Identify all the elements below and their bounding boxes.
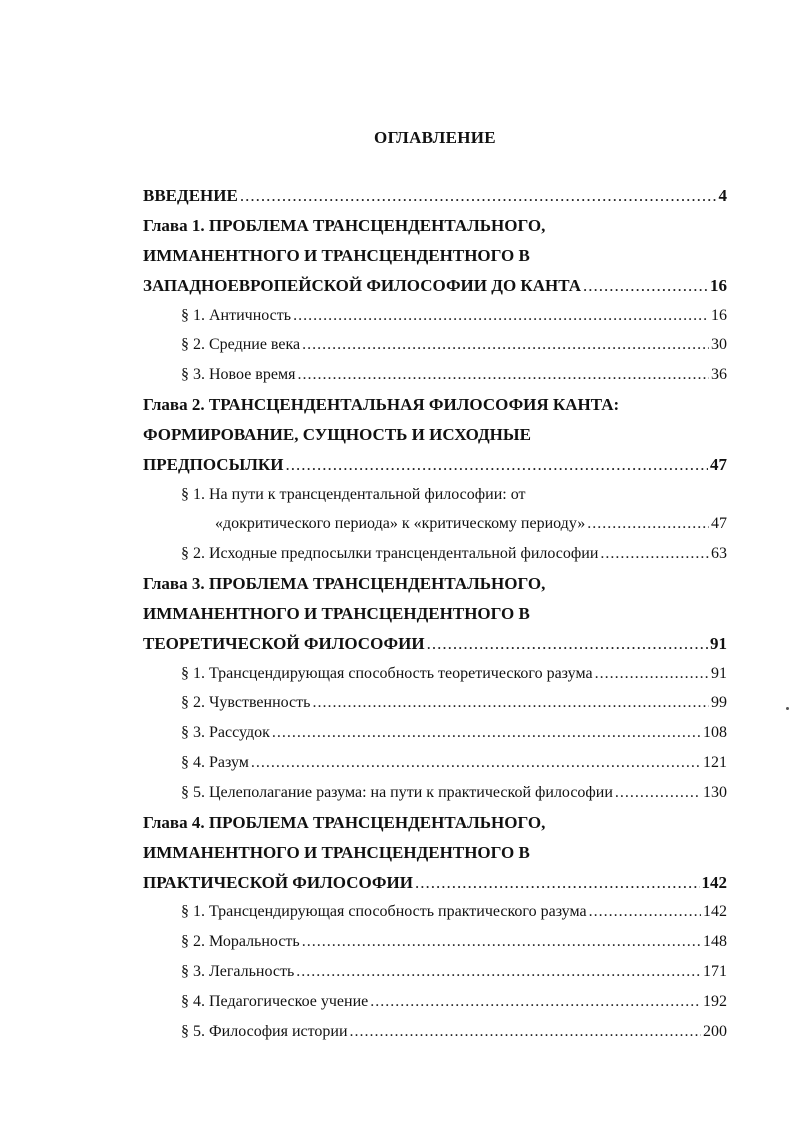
- toc-chapter-line: [143, 573, 727, 595]
- dot-leader: [589, 901, 701, 923]
- toc-chapter-line: [143, 394, 727, 416]
- toc-section-line: [181, 692, 727, 714]
- toc-chapter-line: [143, 245, 727, 267]
- toc-chapter-line: [143, 872, 727, 894]
- toc-entry-text: § 3. Новое время: [181, 366, 296, 383]
- toc-chapter-line: [143, 215, 727, 237]
- toc-chapter-line: [143, 812, 727, 834]
- dot-leader: [427, 633, 708, 655]
- toc-chapter-line: [143, 454, 727, 476]
- toc-page-number: 47: [711, 515, 727, 532]
- toc-section-line: [181, 364, 727, 386]
- toc-page-number: 91: [711, 665, 727, 682]
- page-title: ОГЛАВЛЕНИЕ: [374, 128, 496, 147]
- toc-entry-text: § 1. На пути к трансцендентальной философии: от: [181, 486, 526, 503]
- toc-chapter-line: [143, 633, 727, 655]
- dot-leader: [370, 991, 701, 1013]
- toc-entry-text: ИММАНЕНТНОГО И ТРАНСЦЕНДЕНТНОГО В: [143, 604, 530, 623]
- toc-entry-text: ФОРМИРОВАНИЕ, СУЩНОСТЬ И ИСХОДНЫЕ: [143, 425, 531, 444]
- dot-leader: [272, 722, 701, 744]
- toc-section-line: [181, 663, 727, 685]
- toc-chapter-line: [143, 424, 727, 446]
- dot-leader: [583, 275, 708, 297]
- toc-page-number: 63: [711, 545, 727, 562]
- toc-section-line: [181, 782, 727, 804]
- toc-entry-text: ЗАПАДНОЕВРОПЕЙСКОЙ ФИЛОСОФИИ ДО КАНТА: [143, 276, 582, 295]
- toc-page-number: 200: [703, 1023, 727, 1040]
- dot-leader: [251, 752, 701, 774]
- toc-page-number: 148: [703, 933, 727, 950]
- toc-entry-text: ВВЕДЕНИЕ: [143, 186, 238, 205]
- toc-entry-text: § 2. Моральность: [181, 933, 300, 950]
- toc-entry-text: § 2. Средние века: [181, 336, 301, 353]
- toc-page-number: 130: [703, 784, 727, 801]
- toc-section-line: [181, 543, 727, 565]
- toc-entry-text: Глава 3. ПРОБЛЕМА ТРАНСЦЕНДЕНТАЛЬНОГО,: [143, 574, 546, 593]
- toc-page-number: 30: [711, 336, 727, 353]
- toc-page-number: 47: [710, 455, 727, 474]
- toc-section-line: [181, 991, 727, 1013]
- toc-page-number: 142: [701, 873, 727, 892]
- toc-entry-text: ПРАКТИЧЕСКОЙ ФИЛОСОФИИ: [143, 873, 413, 892]
- dot-leader: [587, 513, 709, 535]
- toc-entry-text: § 4. Разум: [181, 754, 249, 771]
- toc-entry-text: Глава 4. ПРОБЛЕМА ТРАНСЦЕНДЕНТАЛЬНОГО,: [143, 813, 546, 832]
- toc-entry-text: ИММАНЕНТНОГО И ТРАНСЦЕНДЕНТНОГО В: [143, 246, 530, 265]
- toc-section-line: [181, 961, 727, 983]
- toc-section-line: [181, 305, 727, 327]
- dot-leader: [615, 782, 701, 804]
- toc-entry-text: § 1. Трансцендирующая способность теоретического разума: [181, 665, 593, 682]
- toc-page-number: 108: [703, 724, 727, 741]
- toc-page-number: 16: [710, 276, 727, 295]
- toc-section-line: [181, 334, 727, 356]
- dot-leader: [297, 364, 709, 386]
- toc-chapter-line: [143, 603, 727, 625]
- toc-entry-text: § 3. Рассудок: [181, 724, 270, 741]
- toc-entry-text: § 1. Античность: [181, 307, 292, 324]
- toc-entry-text: § 5. Целеполагание разума: на пути к практической философии: [181, 784, 613, 801]
- dot-leader: [285, 454, 708, 476]
- dot-leader: [600, 543, 709, 565]
- toc-page-number: 91: [710, 634, 727, 653]
- dot-leader: [302, 931, 701, 953]
- dot-leader: [595, 663, 709, 685]
- dot-leader: [350, 1021, 701, 1043]
- toc-section-line: [181, 931, 727, 953]
- toc-page-number: 192: [703, 993, 727, 1010]
- toc-page-number: 36: [711, 366, 727, 383]
- dot-leader: [293, 305, 709, 327]
- dot-leader: [312, 692, 709, 714]
- toc-section-line: [181, 901, 727, 923]
- dot-leader: [302, 334, 709, 356]
- toc-entry-text: § 4. Педагогическое учение: [181, 993, 369, 1010]
- toc-entry-text: Глава 1. ПРОБЛЕМА ТРАНСЦЕНДЕНТАЛЬНОГО,: [143, 216, 546, 235]
- dot-leader: [415, 872, 700, 894]
- toc-entry-text: § 2. Исходные предпосылки трансцендентальной философии: [181, 545, 599, 562]
- toc-entry-text: § 3. Легальность: [181, 963, 295, 980]
- toc-page-number: 142: [703, 903, 727, 920]
- toc-chapter-line: [143, 842, 727, 864]
- toc-section-line: [181, 752, 727, 774]
- toc-section-line: [215, 513, 727, 535]
- toc-chapter-line: [143, 185, 727, 207]
- toc-section-line: [181, 722, 727, 744]
- scan-speck: [786, 707, 789, 710]
- toc-entry-text: § 1. Трансцендирующая способность практического разума: [181, 903, 587, 920]
- toc-entry-text: ИММАНЕНТНОГО И ТРАНСЦЕНДЕНТНОГО В: [143, 843, 530, 862]
- toc-section-line: [181, 1021, 727, 1043]
- dot-leader: [240, 185, 717, 207]
- toc-entry-text: ТЕОРЕТИЧЕСКОЙ ФИЛОСОФИИ: [143, 634, 425, 653]
- toc-section-line: [181, 484, 727, 506]
- toc-entry-text: § 2. Чувственность: [181, 694, 311, 711]
- toc-entry-text: ПРЕДПОСЫЛКИ: [143, 455, 284, 474]
- toc-page-number: 121: [703, 754, 727, 771]
- toc-entry-text: Глава 2. ТРАНСЦЕНДЕНТАЛЬНАЯ ФИЛОСОФИЯ КАНТА:: [143, 395, 620, 414]
- toc-page-number: 4: [718, 186, 727, 205]
- toc-page-number: 99: [711, 694, 727, 711]
- toc-entry-text: «докритического периода» к «критическому периоду»: [215, 515, 586, 532]
- dot-leader: [296, 961, 701, 983]
- toc-page-number: 171: [703, 963, 727, 980]
- toc-entry-text: § 5. Философия истории: [181, 1023, 348, 1040]
- toc-chapter-line: [143, 275, 727, 297]
- toc-page-number: 16: [711, 307, 727, 324]
